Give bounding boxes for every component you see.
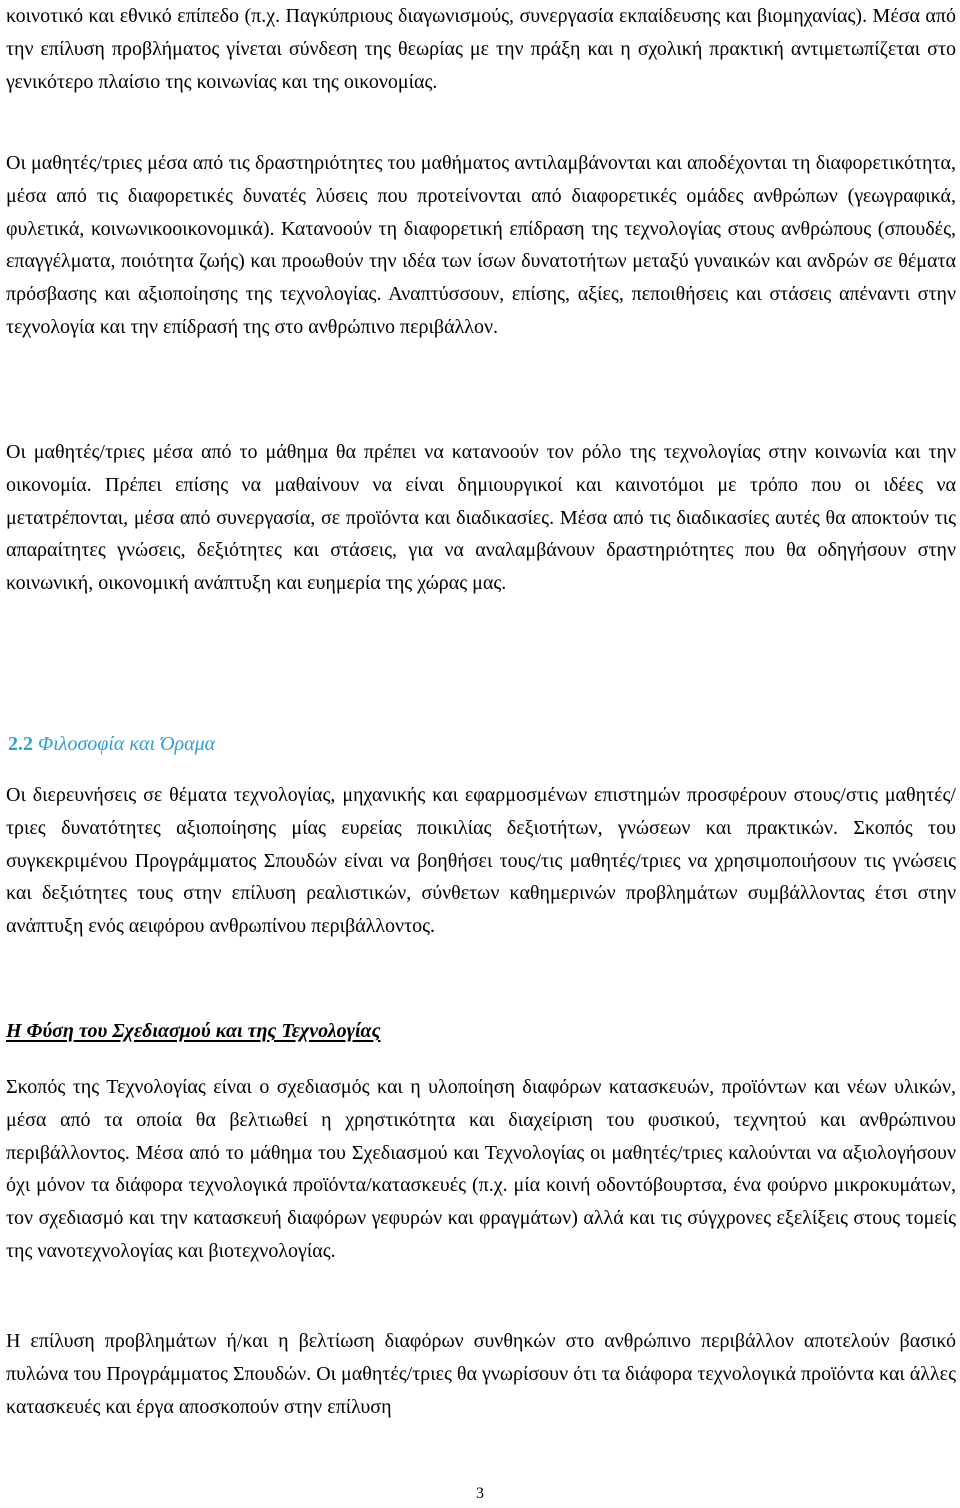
subheading-nature-of-design: Η Φύση του Σχεδιασμού και της Τεχνολογίας bbox=[6, 1020, 381, 1042]
paragraph-problem-solving: Η επίλυση προβλημάτων ή/και η βελτίωση διαφόρων συνθηκών στο ανθρώπινο περιβάλλον αποτελούν βασικό πυλώνα του Προγράμματος Σπουδών. Οι μαθητές/τριες θα γνωρίσουν ότι τα διάφορα τεχνολογικά προϊόντα και άλλες κατασκευές και έργα αποσκοπούν στην επίλυση bbox=[6, 1330, 956, 1418]
paragraph-community-economy: κοινοτικό και εθνικό επίπεδο (π.χ. Παγκύπριους διαγωνισμούς, συνεργασία εκπαίδευσης και βιομηχανίας). Μέσα από την επίλυση προβλήματος γίνεται σύνδεση της θεωρίας με την πράξη και η σχολική πρακτική αντιμετωπίζεται στο γενικότερο πλαίσιο της κοινωνίας και της οικονομίας. bbox=[6, 5, 956, 93]
paragraph-diversity: Οι μαθητές/τριες μέσα από τις δραστηριότητες του μαθήματος αντιλαμβάνονται και αποδέχονται τη διαφορετικότητα, μέσα από τις διαφορετικές δυνατές λύσεις που προτείνονται από διαφορετικές ομάδες ανθρώπων (γεωγραφικά, φυλετικά, κοινωνικοοικονομικά). Κατανοούν τη διαφορετική επίδραση της τεχνολογίας στους ανθρώπους (σπουδές, επαγγέλματα, ποιότητα ζωής) και προωθούν την ιδέα των ίσων δυνατοτήτων μεταξύ γυναικών και ανδρών σε θέματα πρόσβασης και αξιοποίησης της τεχνολογίας. Αναπτύσσουν, επίσης, αξίες, πεποιθήσεις και στάσεις απέναντι στην τεχνολογία και την επίδρασή της στο ανθρώπινο περιβάλλον. bbox=[6, 152, 956, 338]
page-number: 3 bbox=[476, 1485, 484, 1502]
paragraph-role-of-technology: Οι μαθητές/τριες μέσα από το μάθημα θα πρέπει να κατανοούν τον ρόλο της τεχνολογίας στην κοινωνία και την οικονομία. Πρέπει επίσης να μαθαίνουν να είναι δημιουργικοί και καινοτόμοι με τρόπο που οι ιδέες να μετατρέπονται, μέσα από συνεργασία, σε προϊόντα και διαδικασίες. Μέσα από τις διαδικασίες αυτές θα αποκτούν τις απαραίτητες γνώσεις, δεξιότητες και στάσεις, για να αναλαμβάνουν δραστηριότητες που θα οδηγήσουν στην κοινωνική, οικονομική ανάπτυξη και ευημερία της χώρας μας. bbox=[6, 441, 956, 595]
section-number: 2.2 bbox=[8, 733, 33, 755]
section-heading bbox=[8, 728, 215, 760]
section-title: Φιλοσοφία και Όραμα bbox=[38, 733, 216, 755]
paragraph-investigations: Οι διερευνήσεις σε θέματα τεχνολογίας, μηχανικής και εφαρμοσμένων επιστημών προσφέρουν στους/στις μαθητές/τριες δυνατότητες αξιοποίησης μίας ευρείας ποικιλίας δεξιοτήτων, γνώσεων και πρακτικών. Σκοπός του συγκεκριμένου Προγράμματος Σπουδών είναι να βοηθήσει τους/τις μαθητές/τριες να χρησιμοποιήσουν τις γνώσεις και δεξιότητες τους στην επίλυση ρεαλιστικών, σύνθετων καθημερινών προβλημάτων συμβάλλοντας έτσι στην ανάπτυξη ενός αειφόρου ανθρωπίνου περιβάλλοντος. bbox=[6, 784, 956, 938]
paragraph-purpose-of-technology: Σκοπός της Τεχνολογίας είναι ο σχεδιασμός και η υλοποίηση διαφόρων κατασκευών, προϊόντων και νέων υλικών, μέσα από τα οποία θα βελτιωθεί η χρηστικότητα και διαχείριση του φυσικού, τεχνητού και ανθρώπινου περιβάλλοντος. Μέσα από το μάθημα του Σχεδιασμού και Τεχνολογίας οι μαθητές/τριες καλούνται να αξιολογήσουν όχι μόνον τα διάφορα τεχνολογικά προϊόντα/κατασκευές (π.χ. μία κοινή οδοντόβουρτσα, ένα φούρνο μικροκυμάτων, τον σχεδιασμό και την κατασκευή διαφόρων γεφυρών και φραγμάτων) αλλά και τις σύγχρονες εξελίξεις στους τομείς της νανοτεχνολογίας και βιοτεχνολογίας. bbox=[6, 1076, 956, 1262]
